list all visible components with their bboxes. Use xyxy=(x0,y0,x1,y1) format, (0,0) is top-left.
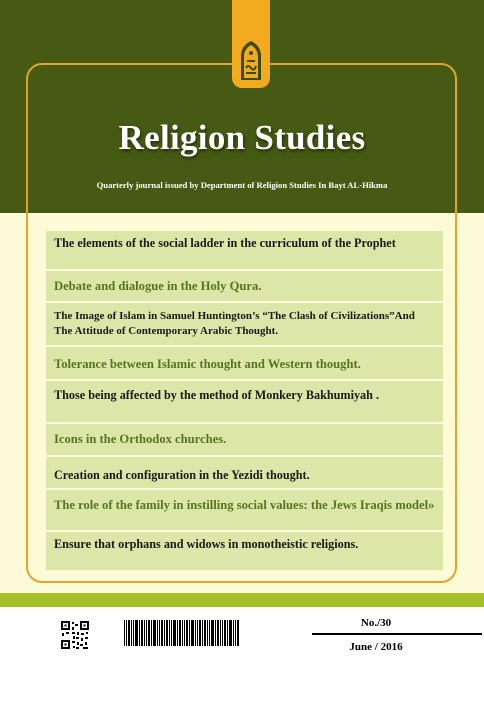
article-title-9: Ensure that orphans and widows in monotheistic religions. xyxy=(46,532,443,572)
article-title-3: The Image of Islam in Samuel Huntington’s “The Clash of Civilizations”And The Attitude of Contemporary Arabic Thought. xyxy=(46,303,443,347)
barcode-icon xyxy=(124,620,240,646)
article-title-8: The role of the family in instilling social values: the Jews Iraqis model» xyxy=(46,490,443,532)
article-title-6: Icons in the Orthodox churches. xyxy=(46,424,443,457)
footer-bar xyxy=(0,593,484,607)
qr-code-icon xyxy=(60,620,90,650)
issue-divider xyxy=(312,633,482,635)
logo-tab xyxy=(232,0,270,88)
journal-title: Religion Studies xyxy=(118,118,366,157)
journal-subtitle: Quarterly journal issued by Department of Religion Studies In Bayt AL-Hikma xyxy=(96,180,388,190)
article-title-5: Those being affected by the method of Monkery Bakhumiyah . xyxy=(46,381,443,424)
article-title-2: Debate and dialogue in the Holy Qura. xyxy=(46,271,443,303)
issue-number: No./30 xyxy=(360,617,392,629)
bayt-al-hikma-emblem-icon xyxy=(238,38,264,82)
article-title-7: Creation and configuration in the Yezidi thought. xyxy=(46,457,443,490)
article-list xyxy=(46,231,443,572)
article-title-4: Tolerance between Islamic thought and Western thought. xyxy=(46,347,443,381)
issue-date: June / 2016 xyxy=(349,641,403,653)
article-title-1: The elements of the social ladder in the curriculum of the Prophet xyxy=(46,231,443,271)
